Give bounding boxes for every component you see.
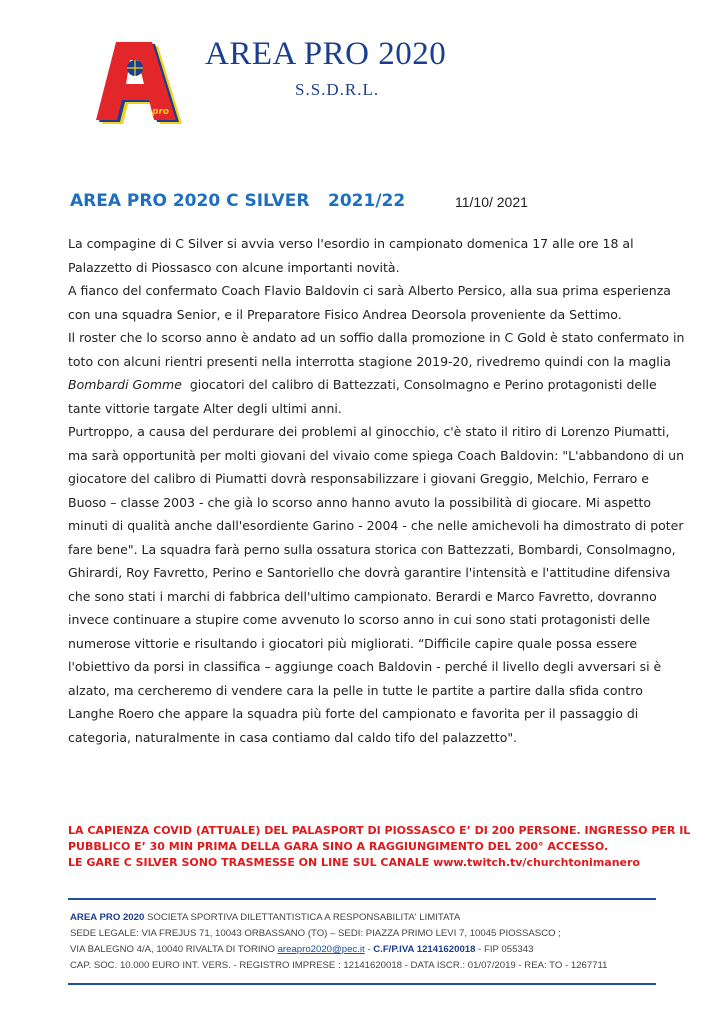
article-body (68, 232, 685, 749)
body-line: numerose vittorie e risultando i giocatori più migliorati. “Difficile capire quale possa essere (68, 635, 638, 651)
footer-address-2: VIA BALEGNO 4/A, 10040 RIVALTA DI TORINO (70, 944, 278, 955)
body-line: toto con alcuni rientri presenti nella interrotta stagione 2019-20, rivedremo quindi con la maglia (68, 353, 671, 369)
body-line: con una squadra Senior, e il Preparatore Fisico Andrea Deorsola proveniente da Settimo. (68, 306, 622, 322)
body-line: che sono stati i marchi di fabbrica dell'ultimo campionato. Berardi e Marco Favretto, dovranno (68, 588, 657, 604)
footer-line-1 (70, 910, 660, 926)
body-line: Buoso – classe 2003 - che già lo scorso anno hanno avuto la possibilità di giocare. Mi aspetto (68, 494, 652, 510)
body-line: tante vittorie targate Alter degli ultimi anni. (68, 400, 342, 416)
footer-line-3 (70, 942, 660, 958)
org-subtitle: S.S.D.R.L. (295, 80, 380, 99)
body-line: La compagine di C Silver si avvia verso l'esordio in campionato domenica 17 alle ore 18 al (68, 236, 634, 251)
notice-line: PUBBLICO E’ 30 MIN PRIMA DELLA GARA SINO A RAGGIUNGIMENTO DEL 200° ACCESSO. (68, 840, 609, 853)
body-line-sponsor (68, 373, 658, 397)
body-line: Ghirardi, Roy Favretto, Perino e Santoriello che dovrà garantire l'intensità e l'attitudine difensiva (68, 565, 671, 580)
article-title: AREA PRO 2020 C SILVER (70, 191, 310, 211)
footer-org-desc: SOCIETA SPORTIVA DILETTANTISTICA A RESPONSABILITA' LIMITATA (144, 912, 461, 923)
covid-notice (68, 823, 691, 871)
org-name: AREA PRO 2020 (205, 36, 447, 72)
footer-org: AREA PRO 2020 (70, 912, 145, 923)
article-title-row (70, 191, 630, 215)
body-line: fare bene". La squadra farà perno sulla ossatura storica con Battezzati, Bombardi, Consolmagno, (68, 541, 676, 557)
sponsor-name: Bombardi Gomme (68, 377, 182, 392)
body-line: Langhe Roero che appare la squadra più forte del campionato e favorita per il passaggio di (68, 706, 639, 721)
tax-id: C.F/P.IVA 12141620018 (373, 944, 476, 955)
body-line: giocatore del calibro di Piumatti dovrà responsabilizzare i giovani Greggio, Melchio, Ferraro e (68, 471, 649, 486)
body-line: Palazzetto di Piossasco con alcune importanti novità. (68, 259, 400, 275)
article-date: 11/10/ 2021 (455, 194, 528, 210)
email-link[interactable]: areapro2020@pec.it (277, 944, 365, 955)
footer-divider-top (68, 898, 656, 900)
body-line: ma sarà opportunità per molti giovani del vivaio come spiega Coach Baldovin: "L'abbandono di un (68, 447, 684, 463)
footer-registry: CAP. SOC. 10.000 EURO INT. VERS. - REGISTRO IMPRESE : 12141620018 - DATA ISCR.: 01/07/2019 - REA: TO - 1267711 (70, 960, 608, 971)
body-line: l'obiettivo da porsi in classifica – aggiunge coach Baldovin - perché il livello degli avversari si è (68, 659, 662, 674)
body-line: alzato, ma cercheremo di vendere cara la pelle in tutte le partite a partire dalla sfida contro (68, 682, 643, 698)
footer-separator: - (364, 944, 374, 955)
body-line: categoria, naturalmente in casa contiamo dal caldo tifo del palazzetto". (68, 729, 518, 745)
body-line: Il roster che lo scorso anno è andato ad un soffio dalla promozione in C Gold è stato confermato in (68, 330, 685, 345)
article-season: 2021/22 (328, 191, 406, 211)
body-line: giocatori del calibro di Battezzati, Consolmagno e Perino protagonisti delle (189, 377, 657, 392)
footer (70, 910, 660, 974)
body-line: Purtroppo, a causa del perdurare dei problemi al ginocchio, c'è stato il ritiro di Lorenzo Piumatti, (68, 424, 670, 439)
notice-line: LA CAPIENZA COVID (ATTUALE) DEL PALASPORT DI PIOSSASCO E’ DI 200 PERSONE. INGRESSO PER IL (68, 824, 691, 837)
body-line: A fianco del confermato Coach Flavio Baldovin ci sarà Alberto Persico, alla sua prima esperienza (68, 283, 671, 298)
notice-line: LE GARE C SILVER SONO TRASMESSE ON LINE SUL CANALE www.twitch.tv/churchtonimanero (68, 856, 640, 869)
footer-divider-bottom (68, 983, 656, 985)
body-line: minuti di qualità anche dall'esordiente Garino - 2004 - che nelle amichevoli ha dimostrato di poter (68, 518, 684, 533)
footer-address: SEDE LEGALE: VIA FREJUS 71, 10043 ORBASSANO (TO) – SEDI: PIAZZA PRIMO LEVI 7, 10045 PIOSSASCO ; (70, 928, 561, 939)
body-line: invece continuare a stupire come avvenuto lo scorso anno in cui sono stati protagonisti delle (68, 612, 651, 627)
club-logo (92, 42, 184, 126)
fip-code: - FIP 055343 (475, 944, 534, 955)
logo-text: pro (152, 107, 170, 117)
